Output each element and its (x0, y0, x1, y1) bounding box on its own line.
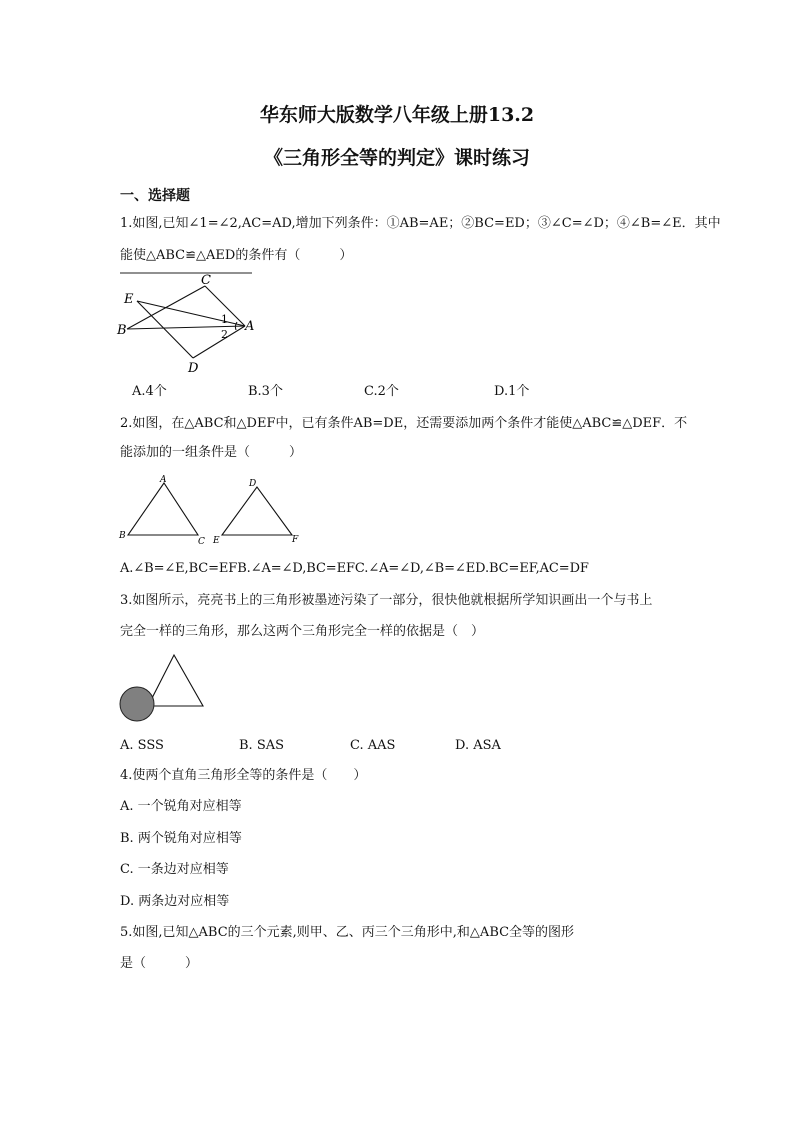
question-4-option-d[interactable]: D. 两条边对应相等 (120, 894, 230, 909)
question-4-option-a[interactable]: A. 一个锐角对应相等 (120, 799, 242, 814)
fig2-label-F: F (292, 535, 299, 545)
question-2-line2: 能添加的一组条件是（ ） (120, 445, 303, 460)
question-4-option-c[interactable]: C. 一条边对应相等 (120, 862, 229, 877)
label-E: E (124, 292, 134, 307)
label-angle-2: 2 (221, 328, 228, 341)
label-D: D (188, 361, 199, 376)
fig2-label-A: A (160, 475, 167, 485)
fig2-label-B: B (119, 531, 126, 541)
question-5-line1: 5.如图,已知△ABC的三个元素,则甲、乙、丙三个三角形中,和△ABC全等的图形 (120, 925, 575, 940)
question-5-line2: 是（ ） (120, 956, 199, 971)
question-2-line1: 2.如图，在△ABC和△DEF中，已有条件AB=DE，还需要添加两个条件才能使△ABC≌△DEF．不 (120, 416, 688, 431)
question-3-line2: 完全一样的三角形，那么这两个三角形完全一样的依据是（ ） (120, 624, 485, 639)
question-1-option-d[interactable]: D.1个 (494, 384, 530, 399)
question-1-figure (115, 270, 255, 380)
label-A: A (245, 319, 255, 334)
question-3-figure (118, 652, 208, 722)
ink-blot-icon (120, 687, 154, 721)
question-4-line1: 4.使两个直角三角形全等的条件是（ ） (120, 768, 367, 783)
question-3-line1: 3.如图所示，亮亮书上的三角形被墨迹污染了一部分，很快他就根据所学知识画出一个与书上 (120, 593, 653, 608)
label-C: C (201, 273, 211, 288)
question-3-option-a[interactable]: A. SSS (120, 738, 164, 753)
question-1-line2: 能使△ABC≌△AED的条件有（ ） (120, 248, 353, 263)
question-2-options[interactable]: A.∠B=∠E,BC=EFB.∠A=∠D,BC=EFC.∠A=∠D,∠B=∠ED.BC=EF,AC=DF (120, 561, 589, 576)
fig2-label-E: E (213, 536, 220, 546)
label-B: B (117, 323, 127, 338)
question-3-option-b[interactable]: B. SAS (239, 738, 285, 753)
question-2-figure (117, 474, 307, 546)
question-3-option-d[interactable]: D. ASA (455, 738, 501, 753)
question-1-option-c[interactable]: C.2个 (364, 384, 399, 399)
question-1-option-a[interactable]: A.4个 (132, 384, 167, 399)
question-1-option-b[interactable]: B.3个 (248, 384, 283, 399)
page-title-line2: 《三角形全等的判定》课时练习 (263, 147, 530, 169)
fig2-label-C: C (198, 537, 205, 547)
fig2-label-D: D (249, 479, 257, 489)
question-3-option-c[interactable]: C. AAS (350, 738, 396, 753)
page-title-line1: 华东师大版数学八年级上册13.2 (259, 104, 535, 126)
label-angle-1: 1 (221, 313, 228, 326)
section-heading: 一、选择题 (120, 188, 190, 204)
question-1-line1: 1.如图,已知∠1=∠2,AC=AD,增加下列条件：①AB=AE；②BC=ED；③∠C=∠D；④∠B=∠E．其中 (120, 216, 721, 231)
question-4-option-b[interactable]: B. 两个锐角对应相等 (120, 831, 242, 846)
